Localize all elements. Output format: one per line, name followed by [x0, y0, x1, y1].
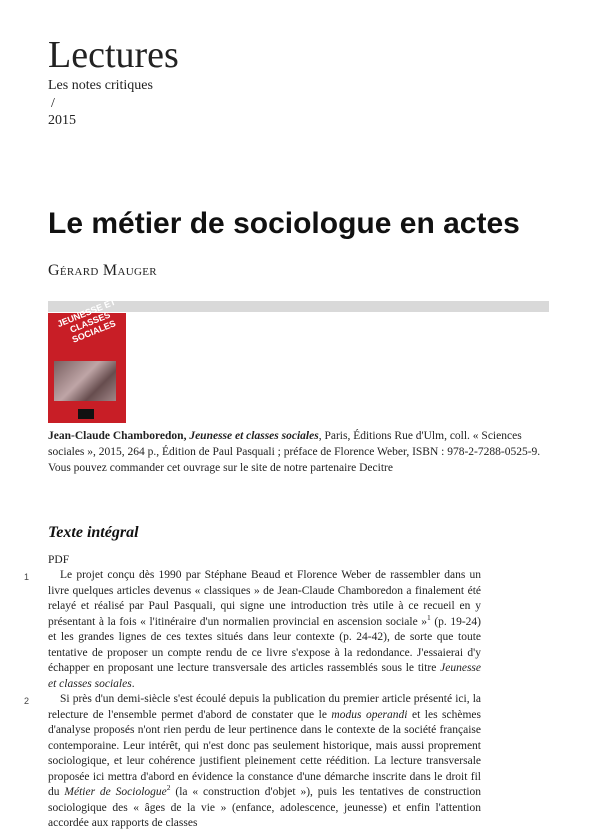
publisher-logo: [78, 409, 94, 419]
paragraph-italic: modus operandi: [331, 708, 408, 721]
paragraph-number: 2: [24, 696, 30, 706]
book-details: , Paris, Éditions Rue d'Ulm, coll. « Sciences sociales », 2015, 264 p., Édition de Paul Pasquali ; préface de Florence Weber, ISBN : 978-2-7288-0525-9.: [48, 430, 541, 458]
order-link[interactable]: Vous pouvez commander cet ouvrage sur le site de notre partenaire Decitre: [48, 462, 393, 474]
article-author[interactable]: Gérard Mauger: [48, 262, 157, 279]
paragraph-2: [48, 692, 481, 832]
paragraph-text: (p. 19-24) et les grandes lignes de ces textes situés dans leur contexte (p. 24-42), de sorte que toute tentative de proposer un compte rendu de ce livre s'expose à la redondance. J'essaierai d'y échapper en proposant une lecture transversale des articles rassemblés sous le titre: [48, 615, 481, 674]
journal-year[interactable]: 2015: [48, 113, 76, 128]
paragraph-text: et les schèmes d'analyse proposés n'ont rien perdu de leur pertinence dans le contexte de la société française contemporaine. Leur intérêt, qui n'est donc pas seulement historique, mais aussi proprement sociologique, et leur cohérence justifient pleinement cette réédition. La lecture transversale proposée ici mettra d'abord en évidence la constance d'une démarche inscrite dans le droit fil du: [48, 708, 481, 798]
journal-subtitle: Les notes critiques: [48, 78, 153, 93]
paragraph-1: [48, 568, 481, 692]
book-reference: [48, 428, 549, 476]
journal-title[interactable]: Lectures: [48, 34, 179, 76]
paragraph-text: (la « construction d'objet »), puis les tentatives de construction sociologique des « âges de la vie » (enfance, adolescence, jeunesse) et enfin l'attention accordée aux rapports de classes: [48, 786, 482, 829]
paragraph-number: 1: [24, 572, 30, 582]
footnote-ref-2[interactable]: 2: [166, 783, 171, 793]
cover-photo: [54, 361, 116, 401]
section-heading: Texte intégral: [48, 524, 139, 541]
paragraph-italic: Jeunesse et classes sociales: [48, 662, 481, 690]
paragraph-text: .: [131, 677, 135, 690]
divider-bar: [48, 301, 549, 312]
footnote-ref-1[interactable]: 1: [427, 612, 431, 622]
paragraph-text: Le projet conçu dès 1990 par Stéphane Beaud et Florence Weber de rassembler dans un livre quelques articles devenus « classiques » de Jean-Claude Chamboredon a finalement été relayé et réalisé par Paul Pasquali, qui signe une introduction très utile à ce recueil en y présentant à la fois « l'itinéraire d'un normalien provincial en ascension sociale »: [48, 569, 481, 628]
breadcrumb-separator: /: [51, 96, 55, 111]
article-title: Le métier de sociologue en actes: [48, 207, 520, 240]
cover-title-text: JEUNESSE ET CLASSES SOCIALES: [55, 296, 118, 345]
book-author: Jean-Claude Chamboredon,: [48, 430, 187, 442]
paragraph-text: Si près d'un demi-siècle s'est écoulé depuis la publication du premier article présenté ici, la relecture de l'ensemble permet d'abord de constater que le: [48, 693, 481, 721]
paragraph-italic: Métier de Sociologue: [64, 786, 167, 798]
pdf-link[interactable]: PDF: [48, 554, 70, 566]
book-cover-image: [48, 296, 126, 423]
book-title: Jeunesse et classes sociales: [189, 430, 319, 442]
